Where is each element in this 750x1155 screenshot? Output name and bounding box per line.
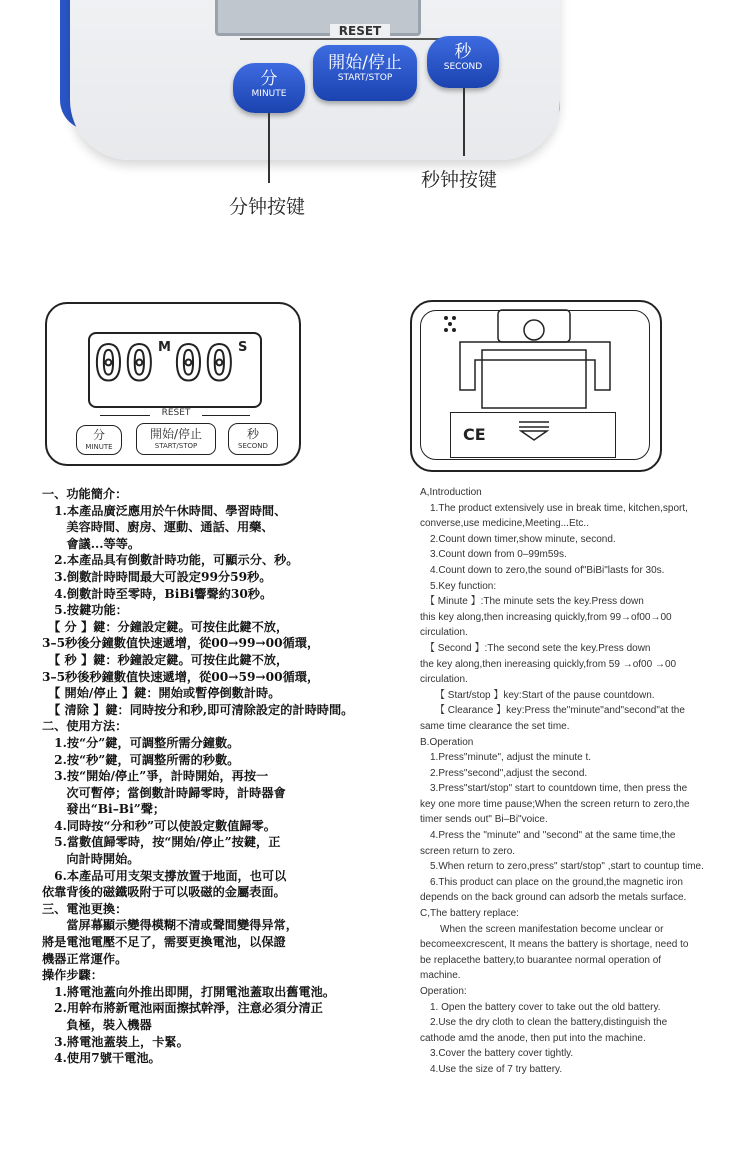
- diagram-reset-label: RESET: [150, 408, 202, 418]
- diagram-start-en: START/STOP: [154, 442, 198, 450]
- en-line: C,The battery replace:: [420, 908, 519, 920]
- diagram-minute-cn: 分: [92, 428, 105, 442]
- arrow-down-icon: [517, 419, 551, 441]
- cn-line: 一、功能簡介：: [42, 487, 128, 501]
- diagram-unit-m: M: [158, 340, 171, 355]
- cn-line: 【 開始/停止 】鍵：開始或暫停倒數計時。: [42, 686, 281, 701]
- en-line: converse,use medicine,Meeting...Etc..: [420, 518, 589, 530]
- cn-line: 發出“Bi–Bi”聲；: [42, 802, 166, 817]
- en-line: 4.Count down to zero,the sound of"BiBi"lasts for 30s.: [420, 564, 665, 576]
- en-line: circulation.: [420, 674, 468, 686]
- en-instructions: [420, 485, 720, 1078]
- second-button[interactable]: [427, 36, 499, 88]
- diagram-second-button: [228, 423, 278, 455]
- reset-label: RESET: [330, 24, 390, 38]
- en-line: 【 Minute 】:The minute sets the key.Press down: [420, 596, 644, 608]
- cn-line: 依靠背後的磁鐵吸附于可以吸磁的金屬表面。: [42, 885, 286, 900]
- cn-line: 【 清除 】鍵：同時按分和秒,即可清除設定的計時時間。: [42, 702, 354, 717]
- cn-line: 3–5秒後秒鐘數值快速遞增，從00→59→00循環，: [42, 669, 320, 684]
- en-line: machine.: [420, 970, 461, 982]
- en-line: 【 Start/stop 】key:Start of the pause countdown.: [420, 689, 655, 701]
- minute-button[interactable]: [233, 63, 305, 113]
- en-line: screen return to zero.: [420, 845, 516, 857]
- en-line: 【 Second 】:The second sete the key.Press down: [420, 642, 651, 654]
- en-line: the key along,then inereasing quickly,from 59 →of00 →00: [420, 658, 677, 670]
- en-line: becomeexcrescent, It means the battery is shortage, need to: [420, 939, 689, 951]
- cn-line: 2.按“秒”鍵，可調整所需的秒數。: [42, 752, 240, 767]
- en-line: 3.Count down from 0–99m59s.: [420, 549, 567, 561]
- cn-line: 1.按“分”鍵，可調整所需分鐘數。: [42, 735, 240, 750]
- cn-line: 3.將電池蓋裝上，卡緊。: [42, 1034, 189, 1049]
- en-line: When the screen manifestation become unclear or: [420, 923, 664, 935]
- cn-line: 次可暫停；當倒數計時歸零時，計時器會: [42, 785, 286, 800]
- cn-line: 美容時間、廚房、運動、通話、用藥、: [42, 520, 274, 535]
- diagram-minutes: 00: [94, 336, 156, 392]
- cn-line: 【 秒 】鍵：秒鐘設定鍵。可按住此鍵不放，: [42, 652, 289, 667]
- cn-line: 5.當數值歸零時，按“開始/停止”按鍵，正: [42, 835, 281, 850]
- cn-line: 機器正常運作。: [42, 951, 128, 966]
- en-line: cathode amd the anode, then put into the machine.: [420, 1032, 646, 1044]
- en-line: key one more time pause;When the screen return to zero,the: [420, 798, 690, 810]
- cn-line: 當屏幕顯示變得模糊不清或聲間變得异常，: [42, 918, 298, 933]
- en-line: depends on the back ground can adsorb the metals surface.: [420, 892, 687, 904]
- cn-line: 二、使用方法：: [42, 719, 128, 734]
- en-line: 1. Open the battery cover to take out the old battery.: [420, 1001, 661, 1013]
- start-stop-button-en: START/STOP: [337, 73, 393, 83]
- en-line: circulation.: [420, 627, 468, 639]
- second-key-callout: 秒钟按键: [421, 169, 498, 191]
- cn-line: 【 分 】鍵：分鐘設定鍵。可按住此鍵不放，: [42, 619, 289, 634]
- second-callout-line: [463, 88, 465, 156]
- cn-line: 3.按“開始/停止”爭，計時開始，再按一: [42, 769, 269, 784]
- en-line: 2.Use the dry cloth to clean the battery,distinguish the: [420, 1017, 668, 1029]
- cn-line: 4.使用7號干電池。: [42, 1051, 161, 1066]
- minute-button-cn: 分: [260, 69, 278, 89]
- cn-line: 負極，裝入機器: [42, 1018, 152, 1032]
- diagram-minute-en: MINUTE: [85, 443, 113, 451]
- lcd-window: [215, 0, 421, 36]
- en-line: 3.Cover the battery cover tightly.: [420, 1048, 574, 1060]
- en-line: be replacethe battery,to buarantee normal operation of: [420, 954, 662, 966]
- cn-line: 4.倒數計時至零時，BiBi響聲約30秒。: [42, 586, 273, 601]
- cn-line: 向計時開始。: [42, 852, 140, 867]
- cn-line: 2.本產品具有倒數計時功能，可顯示分、秒。: [42, 553, 299, 568]
- ce-mark: CE: [463, 425, 486, 444]
- cn-line: 會議...等等。: [42, 536, 141, 551]
- product-photo: [0, 0, 750, 230]
- cn-line: 4.同時按“分和秒”可以使設定數值歸零。: [42, 818, 276, 833]
- en-line: timer sends out" Bi–Bi"voice.: [420, 814, 548, 826]
- en-line: A,Introduction: [420, 487, 482, 498]
- en-line: 4.Use the size of 7 try battery.: [420, 1063, 563, 1075]
- start-stop-button-cn: 開始/停止: [328, 53, 402, 73]
- second-button-cn: 秒: [454, 42, 472, 62]
- diagram-start-cn: 開始/停止: [149, 427, 203, 441]
- en-line: B.Operation: [420, 736, 474, 748]
- en-line: 5.When return to zero,press" start/stop" ,start to countup time.: [420, 861, 704, 873]
- diagram-second-cn: 秒: [246, 427, 259, 441]
- cn-line: 操作步驟：: [42, 968, 103, 983]
- en-line: 1.The product extensively use in break time, kitchen,sport,: [420, 502, 688, 514]
- en-line: this key along,then increasing quickly,from 99→of00→00: [420, 611, 672, 623]
- cn-line: 3–5秒後分鐘數值快速遞增，從00→99→00循環，: [42, 636, 320, 651]
- en-line: Operation:: [420, 986, 467, 997]
- en-line: 2.Count down timer,show minute, second.: [420, 533, 616, 545]
- diagram-unit-s: S: [238, 340, 248, 355]
- cn-line: 三、電池更換：: [42, 901, 128, 916]
- diagram-start-stop-button: [136, 423, 216, 455]
- cn-line: 1.本產品廣泛應用於午休時間、學習時間、: [42, 503, 287, 518]
- en-line: 1.Press"minute", adjust the minute t.: [420, 752, 592, 764]
- cn-line: 1.將電池蓋向外推出即開，打開電池蓋取出舊電池。: [42, 984, 336, 999]
- cn-line: 將是電池電壓不足了，需要更換電池，以保證: [42, 935, 286, 950]
- diagram-seconds: 00: [174, 336, 236, 392]
- cn-instructions: [42, 486, 402, 1067]
- en-line: 5.Key function:: [420, 580, 497, 592]
- diagram-lcd: [88, 332, 262, 408]
- en-line: 4.Press the "minute" and "second" at the same time,the: [420, 830, 676, 842]
- cn-line: 6.本產品可用支架支撐放置于地面，也可以: [42, 868, 287, 883]
- en-line: 【 Clearance 】key:Press the"minute"and"second"at the: [420, 705, 685, 717]
- minute-callout-line: [268, 113, 270, 183]
- en-line: same time clearance the set time.: [420, 720, 570, 732]
- diagram-second-en: SECOND: [238, 442, 268, 450]
- en-line: 3.Press"start/stop" start to countdown time, then press the: [420, 783, 688, 795]
- cn-line: 2.用幹布將新電池兩面擦拭幹淨，注意必須分清正: [42, 1001, 323, 1016]
- minute-button-en: MINUTE: [251, 89, 287, 99]
- en-line: 6.This product can place on the ground,the magnetic iron: [420, 876, 683, 888]
- second-button-en: SECOND: [443, 62, 483, 72]
- minute-key-callout: 分钟按键: [229, 196, 306, 218]
- battery-cover: [450, 412, 616, 458]
- cn-line: 3.倒數計時時間最大可設定99分59秒。: [42, 569, 272, 584]
- diagram-minute-button: [76, 425, 122, 455]
- en-line: 2.Press"second",adjust the second.: [420, 767, 588, 779]
- cn-line: 5.按鍵功能：: [42, 603, 128, 618]
- start-stop-button[interactable]: [313, 45, 417, 101]
